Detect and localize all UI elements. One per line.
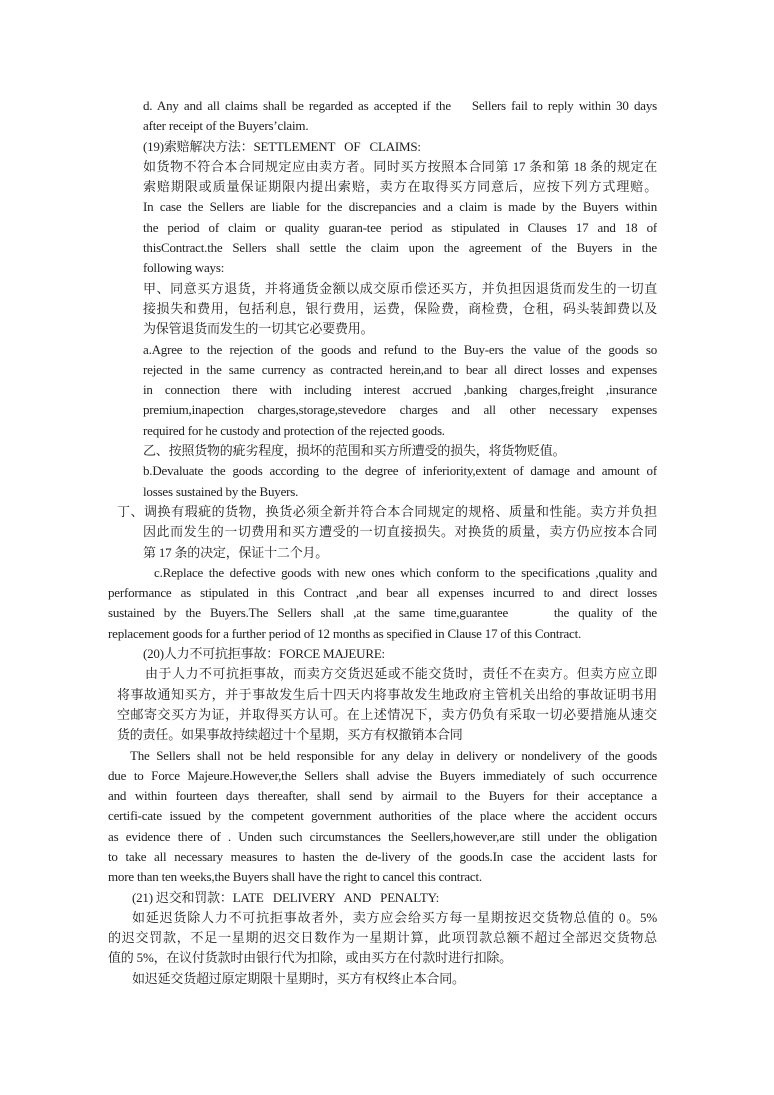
paragraph-option-b-cn <box>108 441 657 461</box>
text-line: b.Devaluate the goods according to the degree of inferiority,extent of damage and amount of <box>143 463 657 479</box>
text-line: sustained by the Buyers.The Sellers shall ,at the same time,guarantee the quality of the <box>108 605 657 621</box>
text-line: d. Any and all claims shall be regarded as accepted if the Sellers fail to reply within 30 days <box>143 98 657 113</box>
text-line: replacement goods for a further period of 12 months as specified in Clause 17 of this Contract. <box>108 625 582 641</box>
text-line: 乙、按照货物的疵劣程度，损坏的范围和买方所遭受的损失，将货物贬值。 <box>143 443 566 459</box>
paragraph-settlement-of-claims-heading <box>108 137 657 157</box>
text-line: In case the Sellers are liable for the discrepancies and a claim is made by the Buyers within <box>143 199 657 215</box>
text-line: (21) 迟交和罚款：LATE DELIVERY AND PENALTY: <box>132 889 440 905</box>
text-line: (19)索赔解决方法：SETTLEMENT OF CLAIMS: <box>143 138 421 154</box>
paragraph-late-delivery-heading <box>108 888 657 908</box>
text-line: 空邮寄交买方为证，并取得买方认可。在上述情况下，卖方仍负有采取一切必要措施从速交 <box>117 706 657 722</box>
text-line: 甲、同意买方退货，并将通货金额以成交原币偿还买方，并负担因退货而发生的一切直 <box>143 280 657 296</box>
text-line: 如货物不符合本合同规定应由卖方者。同时买方按照本合同第 17 条和第 18 条的规定在 <box>143 158 657 174</box>
text-line: 为保管退货而发生的一切其它必要费用。 <box>143 321 374 337</box>
paragraph-late-delivery-termination-cn <box>108 969 657 989</box>
text-line: 丁、调换有瑕疵的货物，换货必须全新并符合本合同规定的规格、质量和性能。卖方并负担 <box>117 503 657 519</box>
paragraph-settlement-intro-cn <box>108 157 657 198</box>
paragraph-option-b-en <box>108 461 657 502</box>
text-line: to take all necessary measures to hasten the de-livery of the goods.In case the accident lasts for <box>108 848 657 864</box>
text-line: 索赔期限或质量保证期限内提出索赔，卖方在取得买方同意后，应按下列方式理赔。 <box>143 179 657 195</box>
text-line: 的迟交罚款，不足一星期的迟交日数作为一星期计算，此项罚款总额不超过全部迟交货物总 <box>108 930 657 946</box>
paragraph-force-majeure-cn <box>108 664 657 745</box>
text-line: 因此而发生的一切费用和买方遭受的一切直接损失。对换货的质量，卖方仍应按本合同 <box>143 524 657 540</box>
text-line: losses sustained by the Buyers. <box>143 483 299 499</box>
text-line: 货的责任。如果事故持续超过十个星期，买方有权撤销本合同 <box>117 727 463 743</box>
paragraph-late-delivery-penalty-cn <box>108 908 657 969</box>
text-line: in connection there with including interest accrued ,banking charges,freight ,insurance <box>143 382 657 398</box>
text-line: 接损失和费用，包括利息，银行费用，运费，保险费，商检费，仓租，码头装卸费以及 <box>143 300 657 316</box>
text-line: the period of claim or quality guaran-tee period as stipulated in Clauses 17 and 18 of <box>143 219 657 235</box>
document-body <box>108 96 657 989</box>
text-line: after receipt of the Buyers’claim. <box>143 118 309 134</box>
text-line: rejected in the same currency as contracted herein,and to bear all direct losses and expenses <box>143 361 657 377</box>
text-line: following ways: <box>143 260 225 276</box>
text-line: due to Force Majeure.However,the Sellers shall advise the Buyers immediately of such occurrence <box>108 767 657 783</box>
text-line: 如延迟货除人力不可抗拒事故者外，卖方应会给买方每一星期按迟交货物总值的 0。5% <box>132 909 657 925</box>
text-line: performance as stipulated in this Contract ,and bear all expenses incurred to and direct losses <box>108 585 657 601</box>
paragraph-settlement-intro-en <box>108 197 657 278</box>
paragraph-option-a-cn <box>108 279 657 340</box>
text-line: 值的 5%，在议付货款时由银行代为扣除，或由买方在付款时进行扣除。 <box>108 950 512 966</box>
text-line: 第 17 条的决定，保证十二个月。 <box>143 544 329 560</box>
paragraph-claims-deemed-accepted-en <box>108 96 657 137</box>
text-line: thisContract.the Sellers shall settle the claim upon the agreement of the Buyers in the <box>143 240 657 256</box>
text-line: 如迟延交货超过原定期限十星期时，买方有权终止本合同。 <box>132 970 465 986</box>
text-line: certifi-cate issued by the competent government authorities of the place where the accident occurs <box>108 808 657 824</box>
text-line: 将事故通知买方，并于事故发生后十四天内将事故发生地政府主管机关出给的事故证明书用 <box>117 686 657 702</box>
text-line: 由于人力不可抗拒事故，而卖方交货迟延或不能交货时，责任不在卖方。但卖方应立即 <box>145 666 657 682</box>
text-line: more than ten weeks,the Buyers shall have the right to cancel this contract. <box>108 869 482 885</box>
text-line: (20)人力不可抗拒事故：FORCE MAJEURE: <box>143 646 385 662</box>
paragraph-option-d-cn <box>108 502 657 563</box>
paragraph-force-majeure-heading <box>108 644 657 664</box>
text-line: a.Agree to the rejection of the goods and refund to the Buy-ers the value of the goods so <box>143 341 657 357</box>
text-line: required for he custody and protection of the rejected goods. <box>143 422 445 438</box>
text-line: as evidence there of . Unden such circumstances the Seellers,however,are still under the obligation <box>108 828 657 844</box>
text-line: c.Replace the defective goods with new ones which conform to the specifications ,quality and <box>154 564 657 580</box>
text-line: and within fourteen days thereafter, shall send by airmail to the Buyers for their acceptance a <box>108 788 657 804</box>
paragraph-option-a-en <box>108 340 657 441</box>
text-line: The Sellers shall not be held responsible for any delay in delivery or nondelivery of the goods <box>130 747 657 763</box>
text-line: premium,inapection charges,storage,stevedore charges and all other necessary expenses <box>143 402 657 418</box>
paragraph-force-majeure-en <box>108 746 657 888</box>
paragraph-option-c-en <box>108 563 657 644</box>
